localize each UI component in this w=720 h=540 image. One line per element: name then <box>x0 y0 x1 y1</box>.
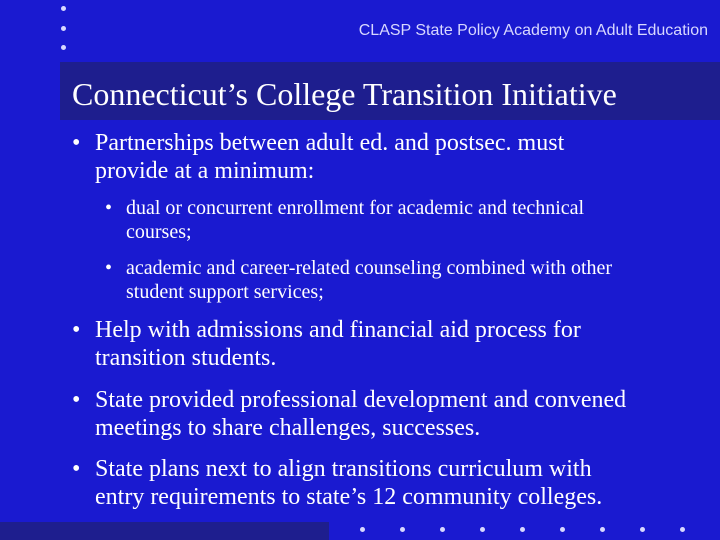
bullet-line: student support services; <box>126 281 324 303</box>
bullet-line: State plans next to align transitions curriculum with <box>95 456 592 482</box>
bullet-item <box>72 455 712 511</box>
bullet-line: courses; <box>126 221 192 243</box>
bullet-line: Partnerships between adult ed. and postsec. must <box>95 130 565 156</box>
bullet-item <box>72 316 702 372</box>
decorative-dot <box>640 527 645 532</box>
decorative-dot <box>560 527 565 532</box>
bullet-line: academic and career-related counseling combined with other <box>126 257 613 279</box>
sub-bullet-item <box>105 256 715 304</box>
academy-header: CLASP State Policy Academy on Adult Education <box>358 22 708 39</box>
bullet-glyph: • <box>72 456 81 482</box>
bullet-glyph: • <box>72 130 81 156</box>
bullet-item <box>72 129 702 185</box>
decorative-dot <box>520 527 525 532</box>
bullet-line: Help with admissions and financial aid process for <box>95 317 581 343</box>
bullet-glyph: • <box>72 317 81 343</box>
bullet-item <box>72 386 717 442</box>
decorative-dot <box>440 527 445 532</box>
bullet-line: entry requirements to state’s 12 community colleges. <box>95 484 603 510</box>
bullet-glyph: • <box>105 197 113 219</box>
decorative-dot <box>600 527 605 532</box>
bullet-line: provide at a minimum: <box>95 158 315 184</box>
bullet-glyph: • <box>105 257 113 279</box>
decorative-dot <box>480 527 485 532</box>
slide-title: Connecticut’s College Transition Initiative <box>72 76 617 112</box>
decorative-dots-horizontal <box>360 527 720 535</box>
bullet-glyph: • <box>72 387 81 413</box>
sub-bullet-item <box>105 196 705 244</box>
decorative-dot <box>360 527 365 532</box>
bullet-line: dual or concurrent enrollment for academic and technical <box>126 197 585 219</box>
bullet-line: meetings to share challenges, successes. <box>95 415 481 441</box>
decorative-dot <box>400 527 405 532</box>
decorative-dot <box>680 527 685 532</box>
footer-bar <box>0 522 329 540</box>
bullet-line: transition students. <box>95 345 277 371</box>
bullet-line: State provided professional development and convened <box>95 387 627 413</box>
